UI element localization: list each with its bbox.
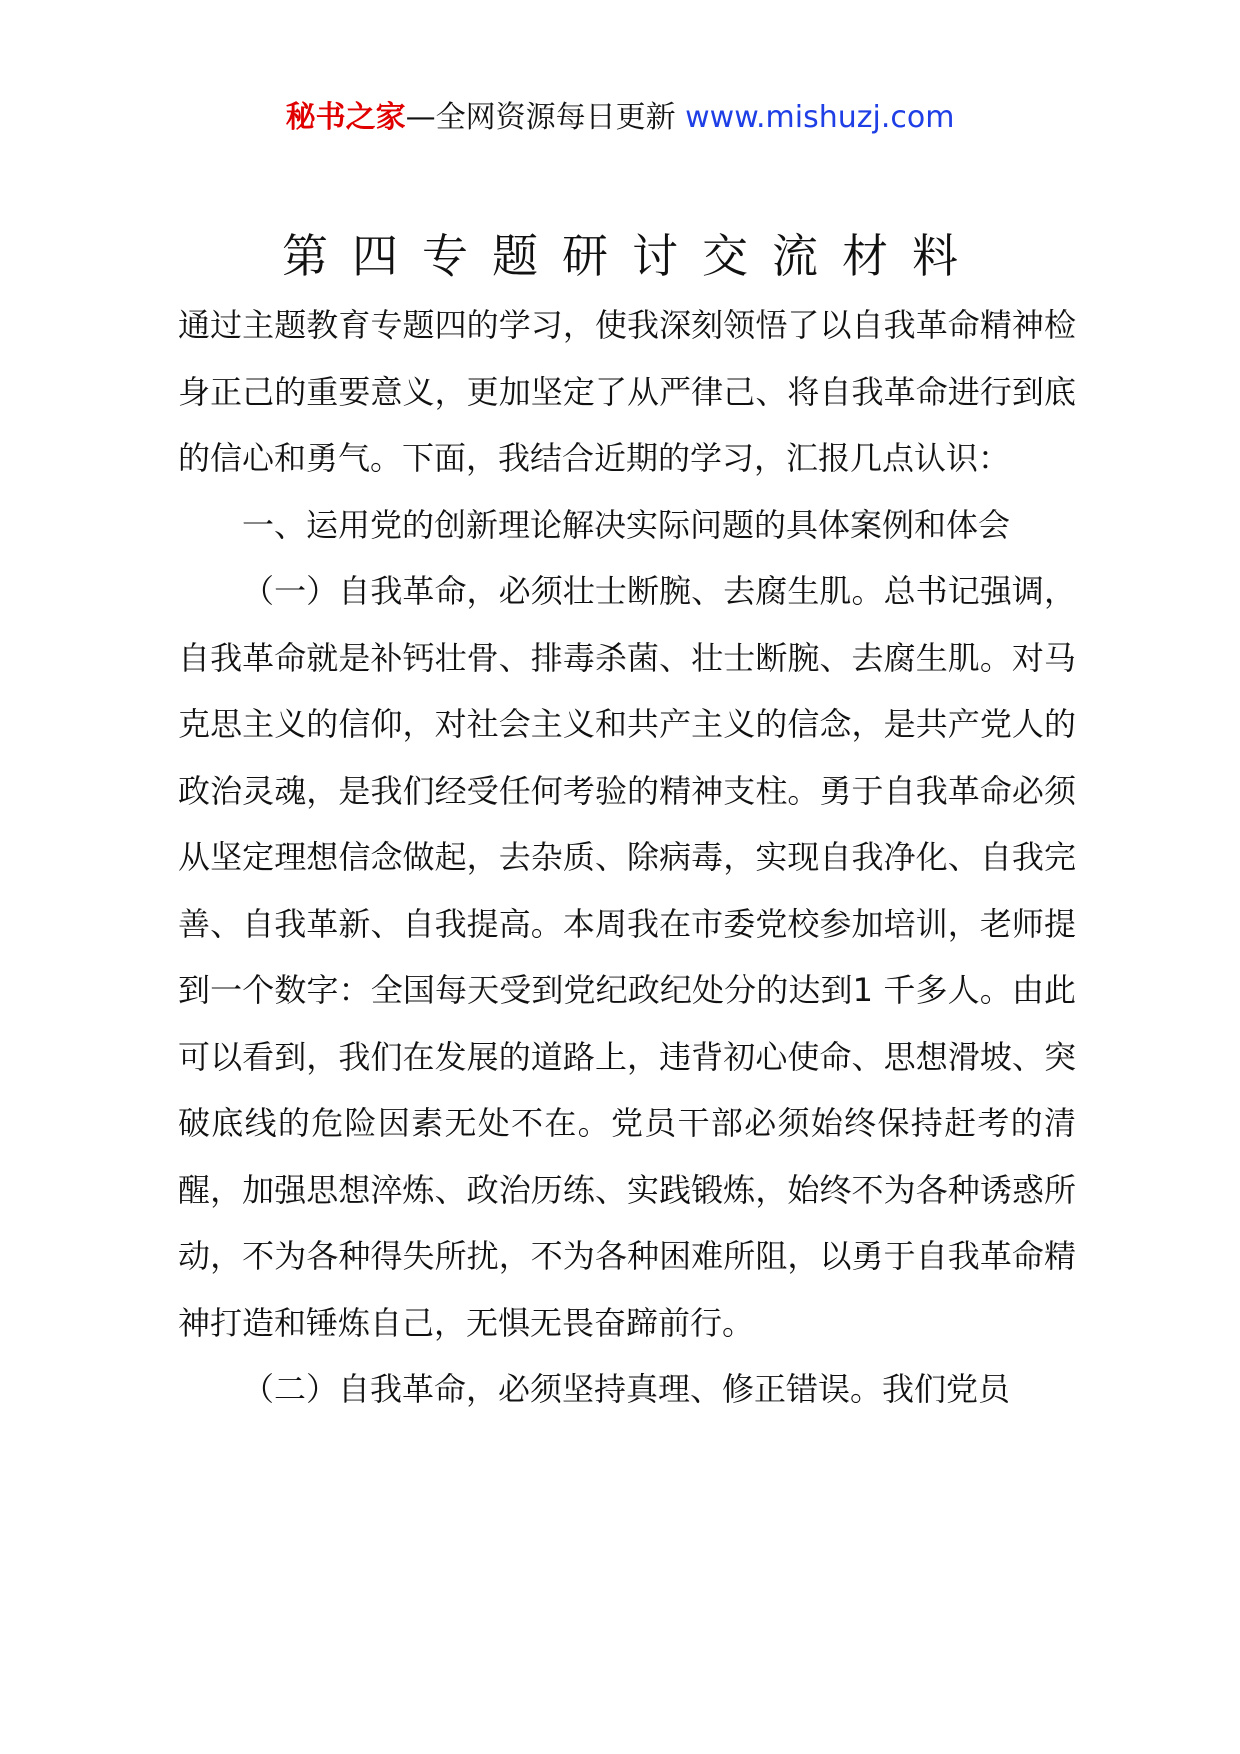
site-tagline: —全网资源每日更新 [405,100,676,135]
site-header [0,98,1240,138]
document-body [178,292,1076,1423]
site-url-link[interactable]: www.mishuzj.com [685,100,955,135]
paragraph-point-two: （二）自我革命，必须坚持真理、修正错误。我们党员 [242,1370,1011,1408]
paragraph-point-one: （一）自我革命，必须壮士断腕、去腐生肌。总书记强调，自我革命就是补钙壮骨、排毒杀菌、壮士断腕、去腐生肌。对马克思主义的信仰，对社会主义和共产主义的信念，是共产党人的政治灵魂，是我们经受任何考验的精神支柱。勇于自我革命必须从坚定理想信念做起，去杂质、除病毒，实现自我净化、自我完善、自我革新、自我提高。本周我在市委党校参加培训，老师提到一个数字：全国每天受到党纪政纪处分的达到1 千多人。由此可以看到，我们在发展的道路上，违背初心使命、思想滑坡、突破底线的危险因素无处不在。党员干部必须始终保持赶考的清醒，加强思想淬炼、政治历练、实践锻炼，始终不为各种诱惑所动，不为各种得失所扰，不为各种困难所阻，以勇于自我革命精神打造和锤炼自己，无惧无畏奋蹄前行。 [178,572,1076,1342]
site-brand: 秘书之家 [285,100,406,135]
document-title: 第四专题研讨交流材料 [282,229,982,283]
section-heading: 一、运用党的创新理论解决实际问题的具体案例和体会 [242,505,1011,544]
paragraph-intro: 通过主题教育专题四的学习，使我深刻领悟了以自我革命精神检身正己的重要意义，更加坚定了从严律己、将自我革命进行到底的信心和勇气。下面，我结合近期的学习，汇报几点认识： [178,306,1076,477]
